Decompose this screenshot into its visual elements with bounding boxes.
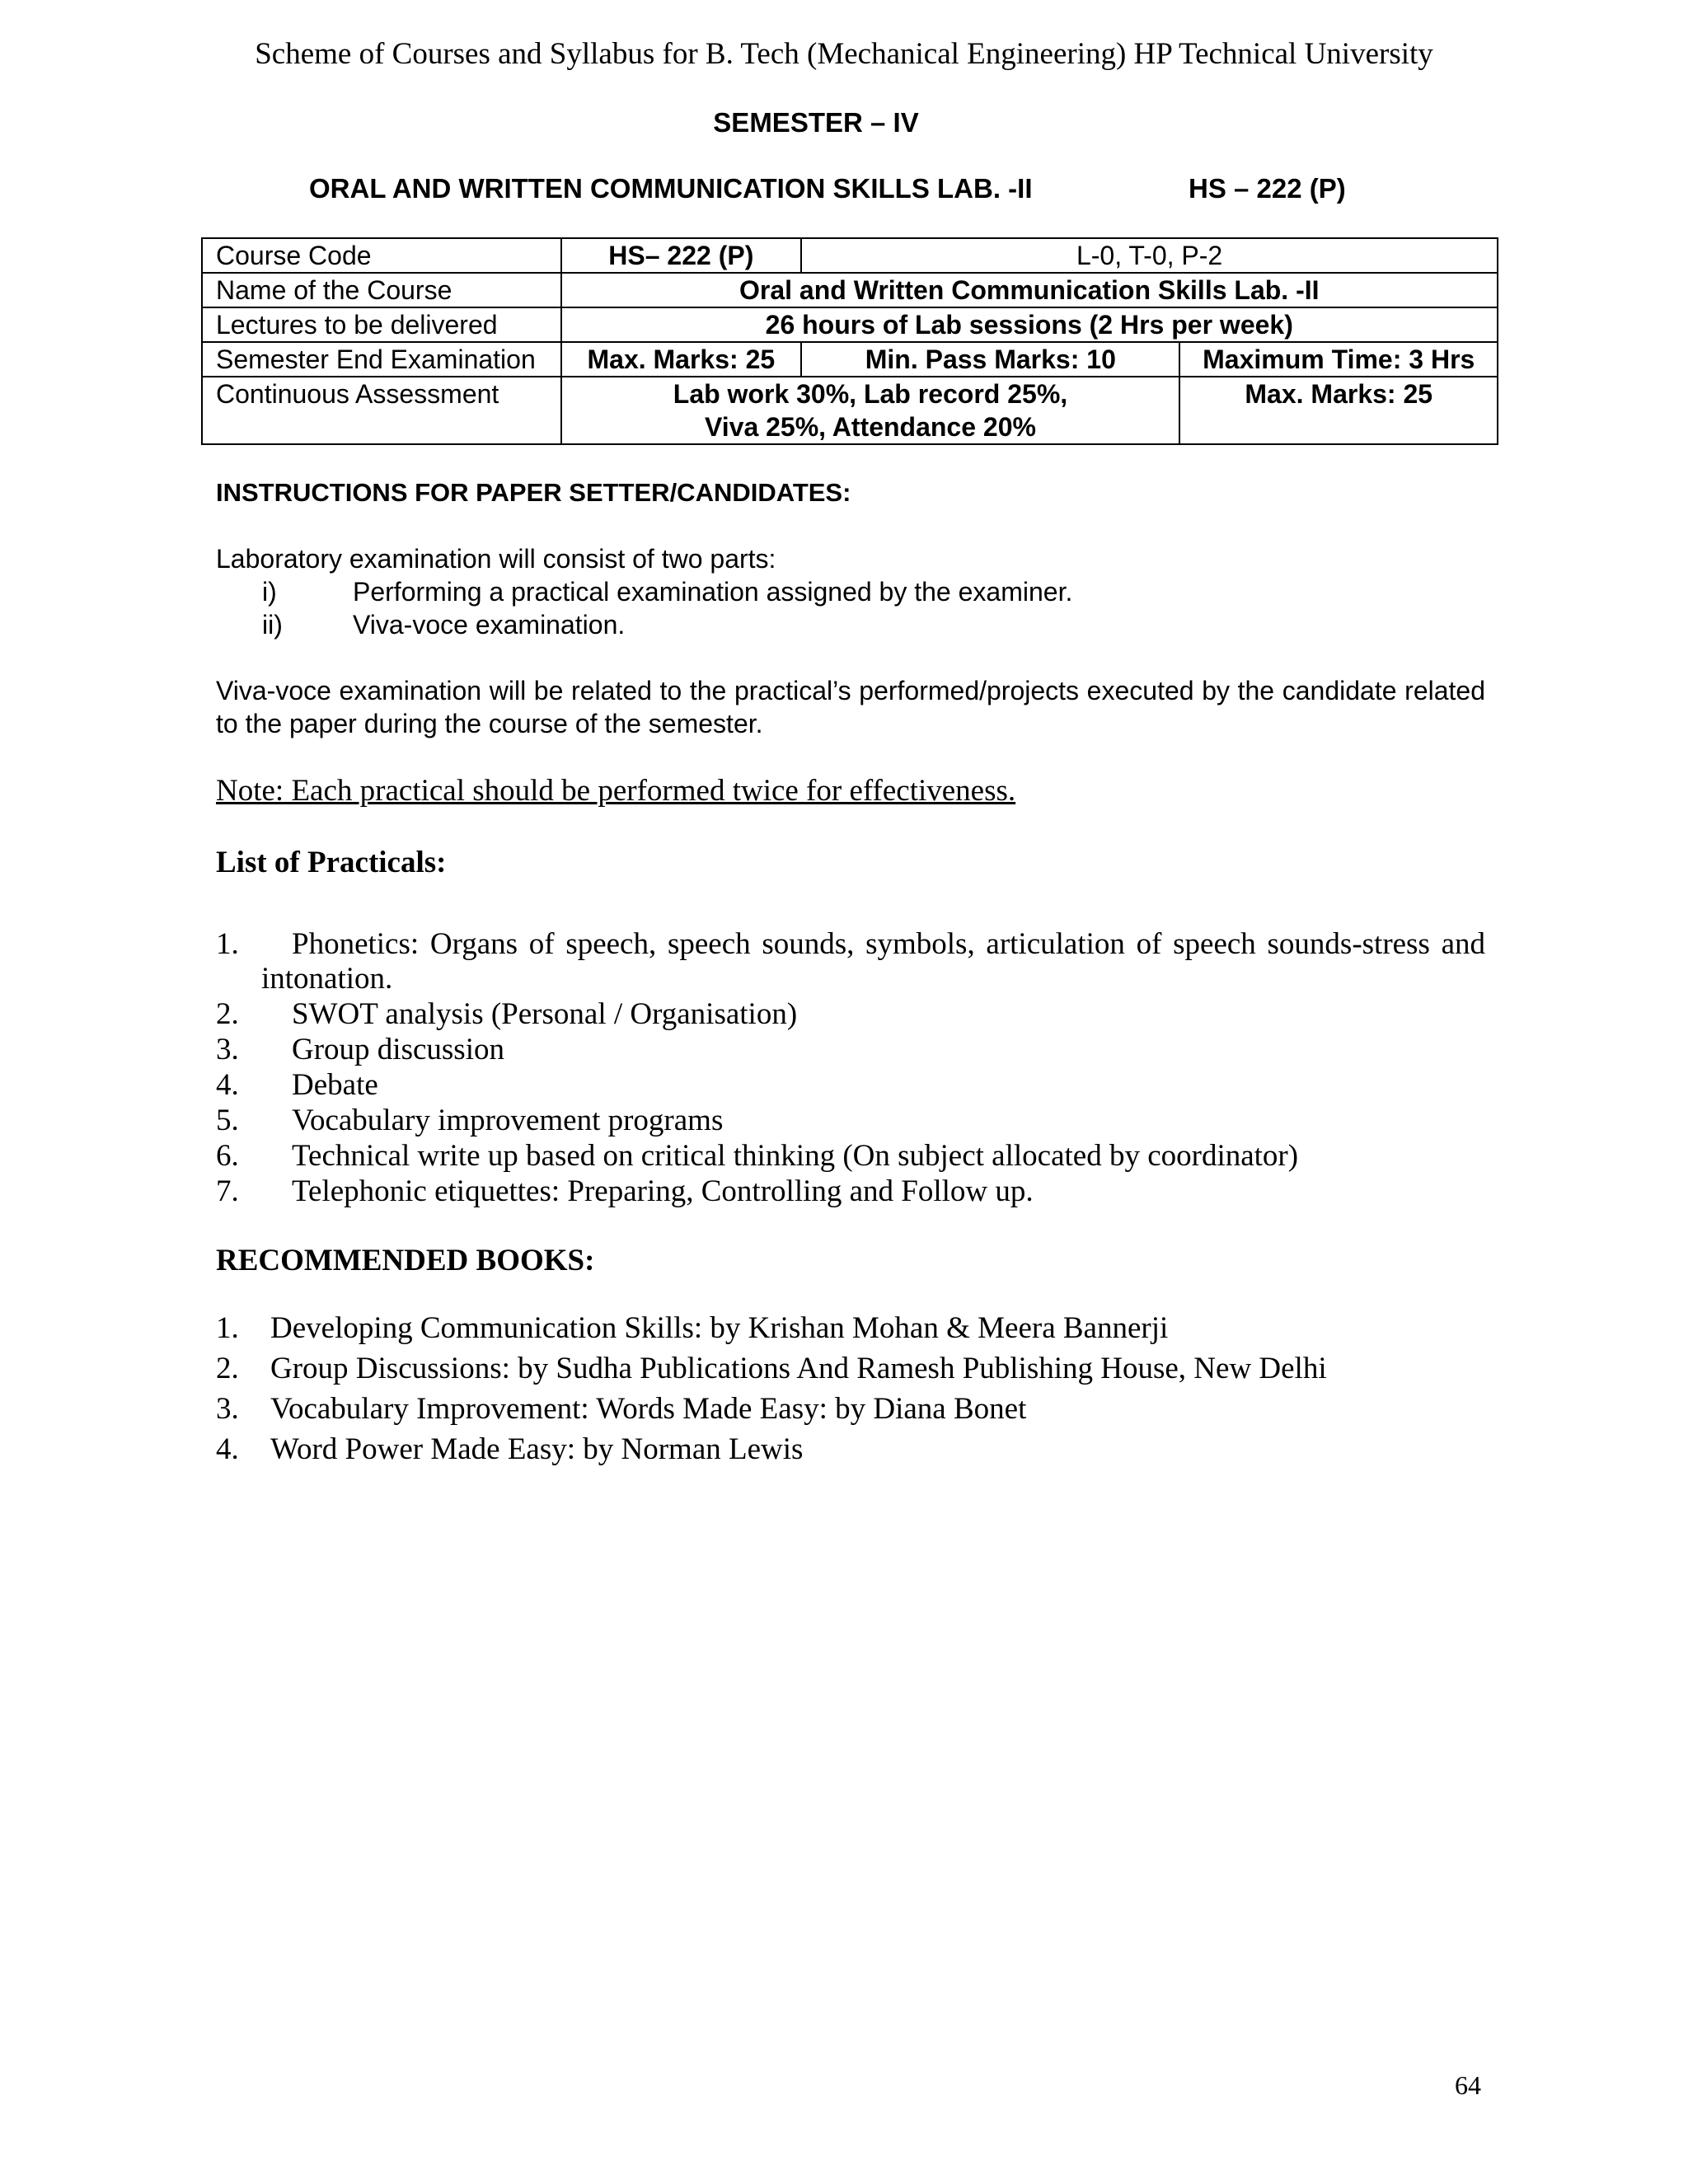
list-item-text: SWOT analysis (Personal / Organisation) (292, 997, 798, 1031)
page-header: Scheme of Courses and Syllabus for B. Tech (Mechanical Engineering) HP Technical University (255, 37, 1433, 71)
table-row (202, 342, 1498, 377)
list-item-number: 1. (216, 1311, 239, 1345)
list-item-number: 7. (216, 1174, 239, 1208)
list-item-number: 1. (216, 927, 239, 961)
assessment-breakdown (561, 377, 1180, 444)
book-title: Group Discussions: by Sudha Publications And Ramesh Publishing House, New Delhi (270, 1352, 1327, 1385)
ltp-value: L-0, T-0, P-2 (801, 238, 1498, 273)
min-pass-value: Min. Pass Marks: 10 (801, 342, 1179, 377)
table-row (202, 273, 1498, 307)
list-item-number: 5. (216, 1104, 239, 1137)
book-title: Vocabulary Improvement: Words Made Easy: by Diana Bonet (270, 1392, 1027, 1426)
list-item-number: i) (262, 577, 277, 607)
list-item-number: 6. (216, 1139, 239, 1173)
page-number: 64 (1455, 2070, 1481, 2100)
assessment-max-marks: Max. Marks: 25 (1179, 377, 1498, 444)
row-label: Continuous Assessment (202, 377, 561, 444)
lectures-value: 26 hours of Lab sessions (2 Hrs per week) (561, 307, 1498, 342)
book-title: Word Power Made Easy: by Norman Lewis (270, 1432, 804, 1466)
list-item-number: 3. (216, 1392, 239, 1426)
list-item-text: Telephonic etiquettes: Preparing, Controlling and Follow up. (292, 1174, 1034, 1208)
assessment-line-2: Viva 25%, Attendance 20% (704, 412, 1036, 442)
course-code-heading: HS – 222 (P) (1189, 173, 1346, 204)
list-item-text: Debate (292, 1068, 378, 1102)
table-row (202, 377, 1498, 444)
max-time-value: Maximum Time: 3 Hrs (1179, 342, 1498, 377)
list-item-text: Vocabulary improvement programs (292, 1104, 724, 1137)
instructions-heading: INSTRUCTIONS FOR PAPER SETTER/CANDIDATES: (216, 478, 851, 507)
list-item-text: Group discussion (292, 1033, 504, 1066)
list-item-number: ii) (262, 610, 283, 640)
list-item-text: Viva-voce examination. (353, 610, 626, 640)
table-row (202, 307, 1498, 342)
viva-paragraph: Viva-voce examination will be related to the practical’s performed/projects executed by the candidate related to the paper during the course of the semester. (216, 676, 1485, 738)
row-label: Course Code (202, 238, 561, 273)
course-name-value: Oral and Written Communication Skills Lab. -II (561, 273, 1498, 307)
list-item-number: 2. (216, 997, 239, 1031)
table-row (202, 238, 1498, 273)
list-item-number: 4. (216, 1068, 239, 1102)
list-item-text: Technical write up based on critical thinking (On subject allocated by coordinator) (292, 1139, 1299, 1173)
list-item-number: 2. (216, 1352, 239, 1385)
books-heading: RECOMMENDED BOOKS: (216, 1244, 595, 1277)
row-label: Lectures to be delivered (202, 307, 561, 342)
row-label: Semester End Examination (202, 342, 561, 377)
max-marks-value: Max. Marks: 25 (561, 342, 802, 377)
lab-exam-intro: Laboratory examination will consist of two parts: (216, 544, 776, 574)
book-title: Developing Communication Skills: by Krishan Mohan & Meera Bannerji (270, 1311, 1169, 1345)
course-title: ORAL AND WRITTEN COMMUNICATION SKILLS LAB. -II (309, 173, 1033, 204)
list-item-number: 3. (216, 1033, 239, 1066)
semester-heading: SEMESTER – IV (713, 107, 919, 138)
list-item-number: 4. (216, 1432, 239, 1466)
course-code-value: HS– 222 (P) (561, 238, 802, 273)
row-label: Name of the Course (202, 273, 561, 307)
list-item-text: intonation. (261, 962, 393, 996)
list-item-text: Performing a practical examination assigned by the examiner. (353, 577, 1073, 607)
list-item-text: Phonetics: Organs of speech, speech sounds, symbols, articulation of speech sounds-stress and (292, 927, 1485, 961)
practicals-heading: List of Practicals: (216, 846, 447, 879)
assessment-line-1: Lab work 30%, Lab record 25%, (673, 379, 1068, 409)
course-info-table (201, 237, 1498, 445)
note: Note: Each practical should be performed twice for effectiveness. (216, 774, 1016, 808)
